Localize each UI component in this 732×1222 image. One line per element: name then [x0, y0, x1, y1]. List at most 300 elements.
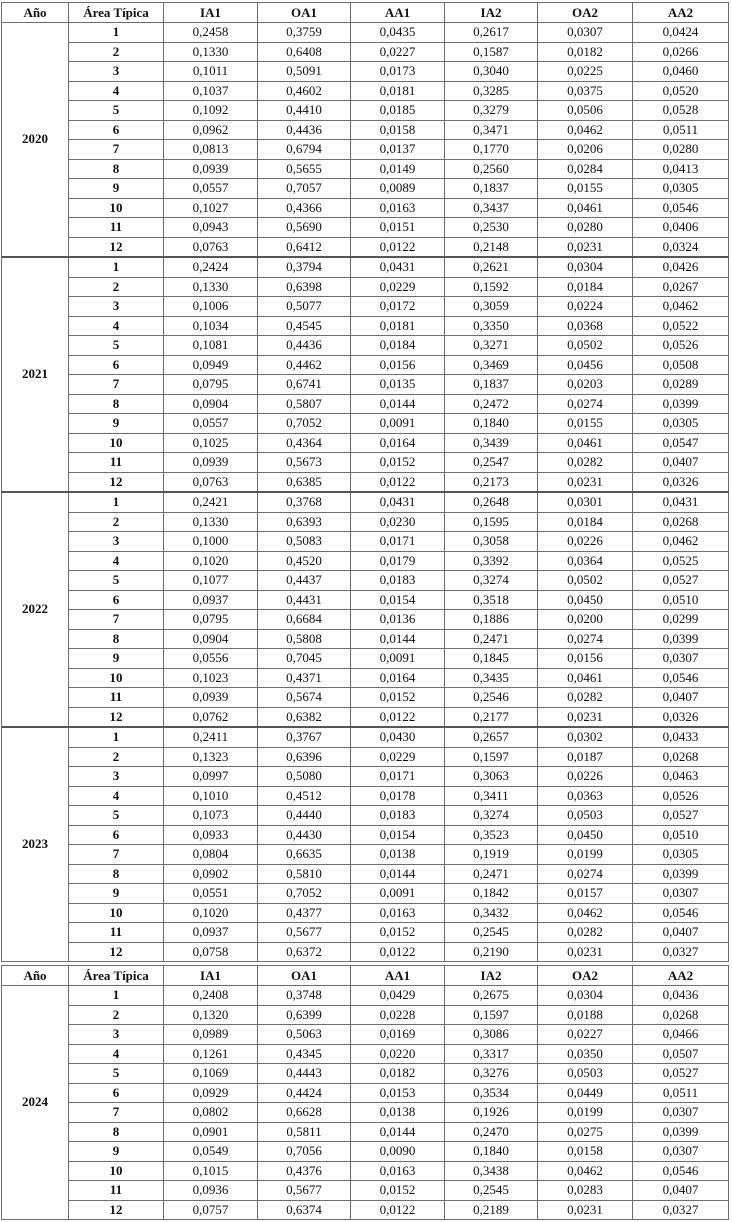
table-body [2, 23, 729, 962]
value-cell: 0,3794 [258, 257, 351, 277]
table-row [2, 629, 729, 649]
value-cell: 0,0556 [164, 649, 258, 669]
value-cell: 0,0460 [633, 62, 729, 82]
value-cell: 0,0307 [538, 23, 633, 43]
value-cell: 0,2545 [445, 1181, 538, 1201]
value-cell: 0,0503 [538, 806, 633, 826]
value-cell: 0,0274 [538, 394, 633, 414]
value-cell: 0,5083 [258, 532, 351, 552]
value-cell: 0,0153 [351, 1083, 445, 1103]
value-cell: 0,0757 [164, 1200, 258, 1220]
value-cell: 0,0158 [351, 120, 445, 140]
area-cell: 10 [69, 198, 164, 218]
table-row [2, 825, 729, 845]
table-row [2, 101, 729, 121]
table-row [2, 472, 729, 492]
value-cell: 0,0962 [164, 120, 258, 140]
value-cell: 0,0546 [633, 903, 729, 923]
value-cell: 0,3086 [445, 1025, 538, 1045]
value-cell: 0,0275 [538, 1122, 633, 1142]
table-header [2, 3, 729, 23]
value-cell: 0,2560 [445, 159, 538, 179]
value-cell: 0,0231 [538, 1200, 633, 1220]
value-cell: 0,4430 [258, 825, 351, 845]
value-cell: 0,0795 [164, 610, 258, 630]
value-cell: 0,0144 [351, 864, 445, 884]
value-cell: 0,2621 [445, 257, 538, 277]
value-cell: 0,2190 [445, 942, 538, 962]
value-cell: 0,0802 [164, 1103, 258, 1123]
value-cell: 0,7056 [258, 1142, 351, 1162]
value-cell: 0,0507 [633, 1044, 729, 1064]
area-cell: 2 [69, 42, 164, 62]
table-row [2, 1103, 729, 1123]
table-row [2, 336, 729, 356]
value-cell: 0,2547 [445, 453, 538, 473]
value-cell: 0,0225 [538, 62, 633, 82]
value-cell: 0,0462 [538, 903, 633, 923]
value-cell: 0,0274 [538, 629, 633, 649]
value-cell: 0,0163 [351, 1161, 445, 1181]
value-cell: 0,3350 [445, 316, 538, 336]
value-cell: 0,7057 [258, 179, 351, 199]
value-cell: 0,0407 [633, 688, 729, 708]
value-cell: 0,3058 [445, 532, 538, 552]
value-cell: 0,0282 [538, 923, 633, 943]
value-cell: 0,6393 [258, 512, 351, 532]
value-cell: 0,0305 [633, 414, 729, 434]
value-cell: 0,0152 [351, 923, 445, 943]
value-cell: 0,0943 [164, 218, 258, 238]
table-row [2, 1083, 729, 1103]
value-cell: 0,0429 [351, 986, 445, 1006]
value-cell: 0,4377 [258, 903, 351, 923]
area-cell: 1 [69, 986, 164, 1006]
value-cell: 0,0090 [351, 1142, 445, 1162]
area-cell: 8 [69, 394, 164, 414]
value-cell: 0,1330 [164, 512, 258, 532]
value-cell: 0,0268 [633, 747, 729, 767]
value-cell: 0,7052 [258, 414, 351, 434]
table-row [2, 1181, 729, 1201]
value-cell: 0,0200 [538, 610, 633, 630]
value-cell: 0,0904 [164, 394, 258, 414]
table-row [2, 786, 729, 806]
value-cell: 0,3439 [445, 433, 538, 453]
value-cell: 0,0182 [351, 1064, 445, 1084]
value-cell: 0,0522 [633, 316, 729, 336]
value-cell: 0,3063 [445, 767, 538, 787]
value-cell: 0,0307 [633, 1142, 729, 1162]
value-cell: 0,0506 [538, 101, 633, 121]
value-cell: 0,0151 [351, 218, 445, 238]
table-row [2, 62, 729, 82]
value-cell: 0,2545 [445, 923, 538, 943]
area-cell: 7 [69, 375, 164, 395]
value-cell: 0,0450 [538, 590, 633, 610]
value-cell: 0,1027 [164, 198, 258, 218]
value-cell: 0,2657 [445, 727, 538, 747]
area-cell: 5 [69, 101, 164, 121]
value-cell: 0,0178 [351, 786, 445, 806]
area-cell: 4 [69, 316, 164, 336]
value-cell: 0,0763 [164, 472, 258, 492]
value-cell: 0,5677 [258, 1181, 351, 1201]
value-cell: 0,0158 [538, 1142, 633, 1162]
value-cell: 0,0461 [538, 433, 633, 453]
value-cell: 0,3748 [258, 986, 351, 1006]
value-cell: 0,0413 [633, 159, 729, 179]
value-cell: 0,0184 [538, 512, 633, 532]
value-cell: 0,0289 [633, 375, 729, 395]
value-cell: 0,0156 [538, 649, 633, 669]
area-cell: 8 [69, 864, 164, 884]
value-cell: 0,3271 [445, 336, 538, 356]
value-cell: 0,0203 [538, 375, 633, 395]
table-row [2, 1005, 729, 1025]
table-row [2, 923, 729, 943]
value-cell: 0,3767 [258, 727, 351, 747]
table-row [2, 668, 729, 688]
value-cell: 0,0795 [164, 375, 258, 395]
area-cell: 8 [69, 1122, 164, 1142]
value-cell: 0,0508 [633, 355, 729, 375]
value-cell: 0,0466 [633, 1025, 729, 1045]
value-cell: 0,1025 [164, 433, 258, 453]
value-cell: 0,0937 [164, 590, 258, 610]
value-cell: 0,1261 [164, 1044, 258, 1064]
table-row [2, 767, 729, 787]
table-row [2, 884, 729, 904]
value-cell: 0,3276 [445, 1064, 538, 1084]
value-cell: 0,2546 [445, 688, 538, 708]
value-cell: 0,0155 [538, 414, 633, 434]
table-row [2, 590, 729, 610]
table-row [2, 1142, 729, 1162]
value-cell: 0,2173 [445, 472, 538, 492]
value-cell: 0,4440 [258, 806, 351, 826]
value-cell: 0,0503 [538, 1064, 633, 1084]
value-cell: 0,2617 [445, 23, 538, 43]
table-row [2, 688, 729, 708]
value-cell: 0,0091 [351, 649, 445, 669]
value-cell: 0,6741 [258, 375, 351, 395]
area-cell: 11 [69, 923, 164, 943]
value-cell: 0,0184 [538, 277, 633, 297]
value-cell: 0,0462 [633, 532, 729, 552]
area-cell: 10 [69, 903, 164, 923]
value-cell: 0,0183 [351, 571, 445, 591]
value-cell: 0,0164 [351, 433, 445, 453]
table-row [2, 747, 729, 767]
value-cell: 0,0187 [538, 747, 633, 767]
value-cell: 0,0227 [538, 1025, 633, 1045]
area-cell: 11 [69, 1181, 164, 1201]
table-row [2, 707, 729, 727]
value-cell: 0,0122 [351, 472, 445, 492]
value-cell: 0,0399 [633, 864, 729, 884]
value-cell: 0,6408 [258, 42, 351, 62]
value-cell: 0,6412 [258, 237, 351, 257]
value-cell: 0,0280 [538, 218, 633, 238]
value-cell: 0,0399 [633, 1122, 729, 1142]
area-cell: 3 [69, 297, 164, 317]
value-cell: 0,5811 [258, 1122, 351, 1142]
value-cell: 0,0091 [351, 414, 445, 434]
value-cell: 0,3411 [445, 786, 538, 806]
value-cell: 0,1320 [164, 1005, 258, 1025]
value-cell: 0,0122 [351, 942, 445, 962]
value-cell: 0,1006 [164, 297, 258, 317]
table-row [2, 23, 729, 43]
area-cell: 5 [69, 1064, 164, 1084]
area-cell: 2 [69, 512, 164, 532]
value-cell: 0,1073 [164, 806, 258, 826]
year-cell: 2021 [2, 257, 69, 492]
table-row [2, 42, 729, 62]
value-cell: 0,0231 [538, 707, 633, 727]
table-row [2, 218, 729, 238]
value-cell: 0,0220 [351, 1044, 445, 1064]
value-cell: 0,1840 [445, 1142, 538, 1162]
value-cell: 0,0182 [538, 42, 633, 62]
column-header: IA1 [164, 3, 258, 23]
value-cell: 0,6398 [258, 277, 351, 297]
value-cell: 0,0301 [538, 492, 633, 512]
value-cell: 0,0525 [633, 551, 729, 571]
value-cell: 0,0527 [633, 571, 729, 591]
value-cell: 0,1842 [445, 884, 538, 904]
value-cell: 0,0181 [351, 81, 445, 101]
table-row [2, 277, 729, 297]
value-cell: 0,5677 [258, 923, 351, 943]
value-cell: 0,1886 [445, 610, 538, 630]
column-header: Área Típica [69, 3, 164, 23]
area-cell: 12 [69, 472, 164, 492]
value-cell: 0,1330 [164, 42, 258, 62]
value-cell: 0,1081 [164, 336, 258, 356]
value-cell: 0,3438 [445, 1161, 538, 1181]
column-header: IA1 [164, 966, 258, 986]
value-cell: 0,0449 [538, 1083, 633, 1103]
value-cell: 0,0763 [164, 237, 258, 257]
value-cell: 0,4345 [258, 1044, 351, 1064]
value-cell: 0,0227 [351, 42, 445, 62]
table-row [2, 551, 729, 571]
area-cell: 12 [69, 237, 164, 257]
value-cell: 0,0324 [633, 237, 729, 257]
value-cell: 0,3285 [445, 81, 538, 101]
area-cell: 1 [69, 257, 164, 277]
value-cell: 0,4443 [258, 1064, 351, 1084]
value-cell: 0,2530 [445, 218, 538, 238]
area-cell: 4 [69, 1044, 164, 1064]
value-cell: 0,0144 [351, 394, 445, 414]
value-cell: 0,2421 [164, 492, 258, 512]
value-cell: 0,0526 [633, 336, 729, 356]
area-cell: 9 [69, 179, 164, 199]
value-cell: 0,3392 [445, 551, 538, 571]
value-cell: 0,1597 [445, 1005, 538, 1025]
column-header: OA1 [258, 966, 351, 986]
value-cell: 0,0547 [633, 433, 729, 453]
value-cell: 0,0433 [633, 727, 729, 747]
value-cell: 0,0172 [351, 297, 445, 317]
value-cell: 0,0299 [633, 610, 729, 630]
value-cell: 0,0122 [351, 1200, 445, 1220]
value-cell: 0,4520 [258, 551, 351, 571]
value-cell: 0,0181 [351, 316, 445, 336]
value-cell: 0,0364 [538, 551, 633, 571]
column-header: OA1 [258, 3, 351, 23]
value-cell: 0,4437 [258, 571, 351, 591]
value-cell: 0,0144 [351, 1122, 445, 1142]
column-header: AA2 [633, 3, 729, 23]
value-cell: 0,4436 [258, 336, 351, 356]
value-cell: 0,0939 [164, 453, 258, 473]
value-cell: 0,0188 [538, 1005, 633, 1025]
value-cell: 0,0226 [538, 532, 633, 552]
value-cell: 0,0185 [351, 101, 445, 121]
value-cell: 0,3759 [258, 23, 351, 43]
value-cell: 0,0430 [351, 727, 445, 747]
value-cell: 0,0164 [351, 668, 445, 688]
column-header: Año [2, 3, 69, 23]
value-cell: 0,0231 [538, 237, 633, 257]
table-row [2, 81, 729, 101]
value-cell: 0,0350 [538, 1044, 633, 1064]
value-cell: 0,2458 [164, 23, 258, 43]
year-cell: 2020 [2, 23, 69, 258]
value-cell: 0,1020 [164, 551, 258, 571]
value-cell: 0,0155 [538, 179, 633, 199]
area-cell: 6 [69, 825, 164, 845]
value-cell: 0,2472 [445, 394, 538, 414]
value-cell: 0,1011 [164, 62, 258, 82]
value-cell: 0,1587 [445, 42, 538, 62]
column-header: OA2 [538, 3, 633, 23]
value-cell: 0,4364 [258, 433, 351, 453]
value-cell: 0,1926 [445, 1103, 538, 1123]
value-cell: 0,0156 [351, 355, 445, 375]
area-cell: 7 [69, 1103, 164, 1123]
value-cell: 0,1840 [445, 414, 538, 434]
value-cell: 0,4602 [258, 81, 351, 101]
area-cell: 3 [69, 62, 164, 82]
value-cell: 0,0138 [351, 1103, 445, 1123]
value-cell: 0,0154 [351, 825, 445, 845]
value-cell: 0,1592 [445, 277, 538, 297]
area-cell: 2 [69, 1005, 164, 1025]
area-cell: 5 [69, 806, 164, 826]
value-cell: 0,0436 [633, 986, 729, 1006]
value-cell: 0,2424 [164, 257, 258, 277]
value-cell: 0,0456 [538, 355, 633, 375]
table-row [2, 1064, 729, 1084]
value-cell: 0,6374 [258, 1200, 351, 1220]
header-row [2, 3, 729, 23]
value-cell: 0,3040 [445, 62, 538, 82]
area-cell: 11 [69, 453, 164, 473]
data-table-2024 [1, 965, 729, 1220]
value-cell: 0,0904 [164, 629, 258, 649]
area-cell: 2 [69, 277, 164, 297]
value-cell: 0,0461 [538, 198, 633, 218]
table-row [2, 727, 729, 747]
value-cell: 0,0184 [351, 336, 445, 356]
table-row [2, 492, 729, 512]
value-cell: 0,0157 [538, 884, 633, 904]
value-cell: 0,0199 [538, 845, 633, 865]
value-cell: 0,5063 [258, 1025, 351, 1045]
area-cell: 9 [69, 649, 164, 669]
table-row [2, 120, 729, 140]
value-cell: 0,0462 [633, 297, 729, 317]
value-cell: 0,0758 [164, 942, 258, 962]
area-cell: 6 [69, 355, 164, 375]
table-row [2, 1044, 729, 1064]
area-cell: 6 [69, 590, 164, 610]
value-cell: 0,0997 [164, 767, 258, 787]
value-cell: 0,0171 [351, 532, 445, 552]
value-cell: 0,0229 [351, 277, 445, 297]
value-cell: 0,0557 [164, 179, 258, 199]
value-cell: 0,0510 [633, 825, 729, 845]
value-cell: 0,0902 [164, 864, 258, 884]
value-cell: 0,5673 [258, 453, 351, 473]
value-cell: 0,1919 [445, 845, 538, 865]
table-row [2, 414, 729, 434]
table-row [2, 806, 729, 826]
value-cell: 0,0326 [633, 472, 729, 492]
table-row [2, 237, 729, 257]
value-cell: 0,0231 [538, 942, 633, 962]
value-cell: 0,0282 [538, 453, 633, 473]
value-cell: 0,4462 [258, 355, 351, 375]
value-cell: 0,3768 [258, 492, 351, 512]
area-cell: 10 [69, 433, 164, 453]
value-cell: 0,0407 [633, 453, 729, 473]
value-cell: 0,0307 [633, 649, 729, 669]
value-cell: 0,1837 [445, 179, 538, 199]
area-cell: 11 [69, 218, 164, 238]
table-row [2, 355, 729, 375]
area-cell: 1 [69, 727, 164, 747]
value-cell: 0,0266 [633, 42, 729, 62]
value-cell: 0,5810 [258, 864, 351, 884]
table-row [2, 375, 729, 395]
value-cell: 0,0463 [633, 767, 729, 787]
value-cell: 0,0224 [538, 297, 633, 317]
value-cell: 0,0406 [633, 218, 729, 238]
value-cell: 0,0407 [633, 1181, 729, 1201]
value-cell: 0,0283 [538, 1181, 633, 1201]
table-row [2, 453, 729, 473]
area-cell: 2 [69, 747, 164, 767]
area-cell: 6 [69, 120, 164, 140]
value-cell: 0,4545 [258, 316, 351, 336]
value-cell: 0,5091 [258, 62, 351, 82]
area-cell: 8 [69, 629, 164, 649]
value-cell: 0,0231 [538, 472, 633, 492]
area-cell: 7 [69, 845, 164, 865]
area-cell: 12 [69, 707, 164, 727]
value-cell: 0,0368 [538, 316, 633, 336]
table-row [2, 864, 729, 884]
value-cell: 0,0327 [633, 942, 729, 962]
value-cell: 0,0228 [351, 1005, 445, 1025]
value-cell: 0,5655 [258, 159, 351, 179]
